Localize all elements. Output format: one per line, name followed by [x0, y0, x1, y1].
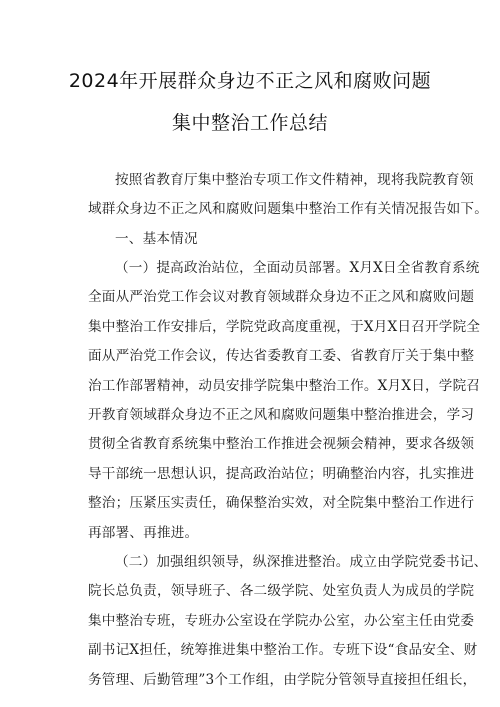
text-line: 全面从严治党工作会议对教育领域群众身边不正之风和腐败问题 [88, 289, 475, 306]
text-line: 治工作部署精神，动员安排学院集中整治工作。X月X日，学院召 [88, 377, 481, 394]
subsection-1-paragraph [88, 254, 481, 548]
section-1-heading-block [88, 225, 428, 254]
text-line: 贯彻全省教育系统集中整治工作推进会视频会精神，要求各级领 [88, 436, 475, 453]
text-line: 集中整治专班，专班办公室设在学院办公室，办公室主任由党委 [88, 612, 475, 629]
text-line: 务管理、后勤管理”3个工作组，由学院分管领导直接担任组长， [88, 671, 477, 688]
text-line: 面从严治党工作会议，传达省委教育工委、省教育厅关于集中整 [88, 348, 475, 365]
text-line: 集中整治工作安排后，学院党政高度重视，于X月X日召开学院全 [88, 318, 481, 335]
document-title-line-2: 集中整治工作总结 [171, 112, 328, 134]
text-line: （二）加强组织领导，纵深推进整治。成立由学院党委书记、 [115, 554, 488, 570]
text-line: 开教育领域群众身边不正之风和腐败问题集中整治推进会，学习 [88, 406, 475, 423]
text-line: （一）提高政治站位，全面动员部署。X月X日全省教育系统 [115, 260, 480, 276]
text-line: 整治；压紧压实责任，确保整治实效，对全院集中整治工作进行 [88, 495, 475, 512]
text-line: 按照省教育厅集中整治专项工作文件精神，现将我院教育领 [115, 172, 474, 188]
subsection-2-paragraph [88, 548, 488, 695]
document-title-line-1: 2024年开展群众身边不正之风和腐败问题 [68, 70, 432, 92]
section-heading: 一、基本情况 [115, 231, 198, 247]
text-line: 副书记X担任，统筹推进集中整治工作。专班下设“食品安全、财 [88, 642, 478, 659]
text-line: 再部署、再推进。 [88, 524, 199, 541]
text-line: 导干部统一思想认识，提高政治站位；明确整治内容，扎实推进 [88, 465, 475, 482]
intro-paragraph [88, 166, 489, 225]
text-line: 域群众身边不正之风和腐败问题集中整治工作有关情况报告如下。 [88, 201, 489, 218]
text-line: 院长总负责，领导班子、各二级学院、处室负责人为成员的学院 [88, 583, 475, 600]
